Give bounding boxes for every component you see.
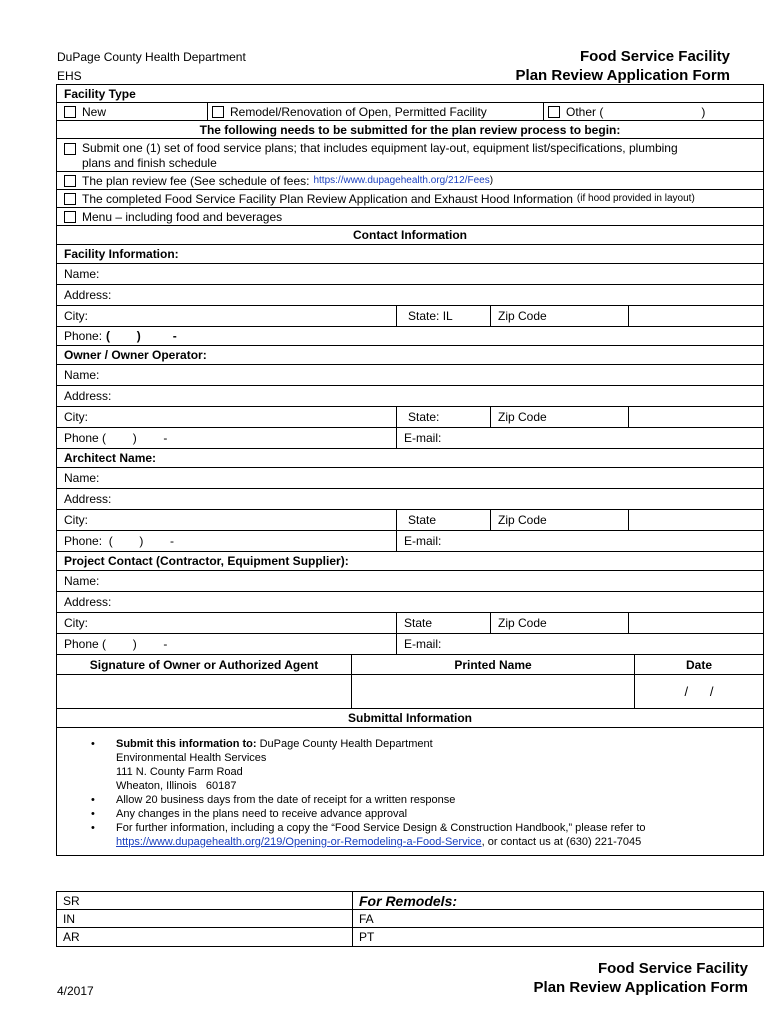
requirements-header bbox=[57, 121, 763, 139]
facility-name-label: Name: bbox=[64, 267, 100, 281]
date-field[interactable] bbox=[634, 675, 763, 708]
project-state-field[interactable] bbox=[396, 613, 490, 633]
submit-address-line2: Environmental Health Services bbox=[116, 752, 267, 764]
submittal-bullet: • Allow 20 business days from the date of receipt for a written response bbox=[91, 794, 456, 806]
checkbox-menu[interactable] bbox=[64, 211, 76, 223]
owner-phone-field[interactable] bbox=[57, 428, 396, 448]
submittal-bullet-text: Allow 20 business days from the date of receipt for a written response bbox=[116, 794, 456, 806]
office-cell-ar: AR bbox=[63, 930, 80, 944]
facility-city-row bbox=[57, 306, 763, 327]
facility-type-header bbox=[57, 85, 763, 103]
footer-title-line1: Food Service Facility bbox=[597, 960, 748, 977]
architect-phone-field[interactable] bbox=[57, 531, 396, 551]
owner-phone-label: Phone ( ) - bbox=[64, 431, 168, 445]
facility-address-row[interactable] bbox=[57, 285, 763, 306]
date-placeholder: / / bbox=[684, 684, 714, 699]
architect-zip-value[interactable] bbox=[628, 510, 763, 530]
option-other-label: Other ( bbox=[566, 104, 604, 119]
facility-type-label: Facility Type bbox=[64, 86, 136, 101]
checkbox-application[interactable] bbox=[64, 193, 76, 205]
owner-city-row bbox=[57, 407, 763, 428]
submittal-bullet: • Any changes in the plans need to receive advance approval bbox=[91, 808, 408, 820]
requirement-menu bbox=[57, 208, 763, 226]
office-cell-fa: FA bbox=[352, 910, 763, 927]
requirements-heading: The following needs to be submitted for the plan review process to begin: bbox=[199, 122, 621, 137]
submit-to-item: • Submit this information to: DuPage County Health Department bbox=[91, 738, 433, 750]
architect-label: Architect Name: bbox=[64, 451, 157, 465]
form-title-line1: Food Service Facility bbox=[579, 48, 730, 65]
architect-state-label: State bbox=[408, 513, 437, 527]
project-email-field[interactable] bbox=[396, 634, 763, 654]
owner-email-label: E-mail: bbox=[404, 431, 442, 445]
printed-name-field[interactable] bbox=[351, 675, 634, 708]
contact-heading: Contact Information bbox=[353, 228, 467, 242]
owner-name-label: Name: bbox=[64, 368, 100, 382]
architect-city-row bbox=[57, 510, 763, 531]
footer-date: 4/2017 bbox=[57, 984, 94, 998]
architect-zip-field[interactable] bbox=[490, 510, 628, 530]
checkbox-new[interactable] bbox=[64, 106, 76, 118]
architect-email-label: E-mail: bbox=[404, 534, 442, 548]
option-other[interactable] bbox=[543, 103, 763, 120]
architect-address-label: Address: bbox=[64, 492, 112, 506]
project-address-label: Address: bbox=[64, 595, 112, 609]
project-city-label: City: bbox=[64, 616, 88, 630]
handbook-link[interactable]: https://www.dupagehealth.org/219/Opening-or-Remodeling-a-Food-Service bbox=[116, 836, 482, 848]
submit-address-line4: Wheaton, Illinois 60187 bbox=[116, 780, 237, 792]
facility-city-field[interactable] bbox=[57, 306, 396, 326]
office-row bbox=[57, 892, 763, 910]
signature-entry-row bbox=[57, 675, 763, 709]
architect-name-row[interactable] bbox=[57, 468, 763, 489]
option-new-label: New bbox=[82, 104, 107, 119]
architect-phone-row bbox=[57, 531, 763, 552]
owner-state-label: State: bbox=[408, 410, 440, 424]
facility-state-label: State: IL bbox=[408, 309, 453, 323]
facility-phone-label: Phone: bbox=[64, 329, 103, 343]
facility-info-header bbox=[57, 245, 763, 264]
footer-title-line2: Plan Review Application Form bbox=[533, 979, 748, 996]
office-row bbox=[57, 928, 763, 946]
facility-info-label: Facility Information: bbox=[64, 247, 179, 261]
project-email-label: E-mail: bbox=[404, 637, 442, 651]
architect-header bbox=[57, 449, 763, 468]
application-form bbox=[56, 84, 764, 856]
contact-header bbox=[57, 226, 763, 245]
office-cell-pt: PT bbox=[352, 928, 763, 946]
requirement-application bbox=[57, 190, 763, 208]
signature-field[interactable] bbox=[57, 675, 351, 708]
architect-zip-label: Zip Code bbox=[498, 513, 547, 527]
project-phone-row bbox=[57, 634, 763, 655]
signature-header-row bbox=[57, 655, 763, 675]
project-contact-label: Project Contact (Contractor, Equipment Supplier): bbox=[64, 554, 349, 568]
project-contact-header bbox=[57, 552, 763, 571]
submittal-link-line bbox=[57, 835, 763, 849]
owner-zip-label: Zip Code bbox=[498, 410, 547, 424]
date-col-label: Date bbox=[634, 655, 763, 674]
submittal-bullet-text: For further information, including a copy the “Food Service Design & Construction Handbook,” please refer to bbox=[116, 822, 646, 834]
facility-zip-field[interactable] bbox=[490, 306, 628, 326]
facility-name-row[interactable] bbox=[57, 264, 763, 285]
submit-address-line1: DuPage County Health Department bbox=[259, 738, 433, 750]
project-zip-field[interactable] bbox=[490, 613, 628, 633]
checkbox-remodel[interactable] bbox=[212, 106, 224, 118]
project-city-row bbox=[57, 613, 763, 634]
requirement-plans-cont: plans and finish schedule bbox=[82, 156, 217, 170]
owner-address-label: Address: bbox=[64, 389, 112, 403]
facility-phone-row[interactable] bbox=[57, 327, 763, 346]
fees-link[interactable]: https://www.dupagehealth.org/212/Fees bbox=[313, 175, 490, 186]
architect-city-field[interactable] bbox=[57, 510, 396, 530]
project-zip-label: Zip Code bbox=[498, 616, 547, 630]
submittal-heading: Submittal Information bbox=[348, 711, 472, 725]
facility-type-options bbox=[57, 103, 763, 121]
office-cell-remodels: For Remodels: bbox=[352, 892, 763, 909]
submittal-info bbox=[57, 728, 763, 855]
owner-address-row[interactable] bbox=[57, 386, 763, 407]
project-city-field[interactable] bbox=[57, 613, 396, 633]
facility-phone-paren: ( ) bbox=[106, 329, 141, 343]
owner-zip-field[interactable] bbox=[490, 407, 628, 427]
owner-email-field[interactable] bbox=[396, 428, 763, 448]
division-name: EHS bbox=[57, 69, 82, 83]
owner-header bbox=[57, 346, 763, 365]
project-state-label: State bbox=[404, 616, 433, 630]
architect-city-label: City: bbox=[64, 513, 88, 527]
office-row bbox=[57, 910, 763, 928]
requirement-plans-text: Submit one (1) set of food service plans; that includes equipment lay-out, equipment list/specifications, plumbing bbox=[82, 141, 678, 155]
requirement-menu-text: Menu – including food and beverages bbox=[82, 209, 283, 224]
owner-label: Owner / Owner Operator: bbox=[64, 348, 207, 362]
submittal-header bbox=[57, 709, 763, 728]
option-other-close: ) bbox=[701, 104, 706, 119]
facility-zip-value[interactable] bbox=[628, 306, 763, 326]
office-cell-sr: SR bbox=[63, 893, 80, 908]
requirement-application-text: The completed Food Service Facility Plan Review Application and Exhaust Hood Information bbox=[82, 191, 573, 206]
office-use-table bbox=[56, 891, 764, 947]
architect-address-row[interactable] bbox=[57, 489, 763, 510]
option-new[interactable] bbox=[57, 103, 207, 120]
requirement-application-note: (if hood provided in layout) bbox=[576, 193, 695, 204]
project-name-label: Name: bbox=[64, 574, 100, 588]
requirement-fee bbox=[57, 172, 763, 190]
facility-zip-label: Zip Code bbox=[498, 309, 547, 323]
facility-state-field[interactable] bbox=[396, 306, 490, 326]
owner-city-field[interactable] bbox=[57, 407, 396, 427]
facility-address-label: Address: bbox=[64, 288, 112, 302]
architect-phone-label: Phone: ( ) - bbox=[64, 534, 175, 548]
project-phone-field[interactable] bbox=[57, 634, 396, 654]
fees-link-close: ) bbox=[489, 175, 494, 186]
architect-email-field[interactable] bbox=[396, 531, 763, 551]
office-cell-in: IN bbox=[63, 911, 75, 926]
owner-zip-value[interactable] bbox=[628, 407, 763, 427]
submittal-bullet-text: Any changes in the plans need to receive advance approval bbox=[116, 808, 408, 820]
facility-phone-dash: - bbox=[172, 329, 177, 343]
signature-col-label: Signature of Owner or Authorized Agent bbox=[89, 657, 319, 672]
submittal-bullet: • For further information, including a copy the “Food Service Design & Construction Handbook,” please refer to bbox=[91, 822, 646, 834]
facility-city-label: City: bbox=[64, 309, 88, 323]
project-zip-value[interactable] bbox=[628, 613, 763, 633]
option-remodel-label: Remodel/Renovation of Open, Permitted Facility bbox=[230, 104, 487, 119]
owner-name-row[interactable] bbox=[57, 365, 763, 386]
submit-address-line3: 111 N. County Farm Road bbox=[116, 766, 243, 778]
project-phone-label: Phone ( ) - bbox=[64, 637, 168, 651]
owner-state-field[interactable] bbox=[396, 407, 490, 427]
owner-phone-row bbox=[57, 428, 763, 449]
printed-name-col-label: Printed Name bbox=[351, 655, 634, 674]
option-remodel[interactable] bbox=[207, 103, 543, 120]
agency-name: DuPage County Health Department bbox=[57, 50, 246, 64]
checkbox-plans[interactable] bbox=[64, 143, 76, 155]
requirement-plans bbox=[57, 139, 763, 172]
form-title-line2: Plan Review Application Form bbox=[515, 67, 730, 84]
submit-to-label: Submit this information to: bbox=[116, 738, 257, 750]
requirement-fee-text: The plan review fee (See schedule of fees: bbox=[82, 173, 310, 188]
owner-city-label: City: bbox=[64, 410, 88, 424]
project-address-row[interactable] bbox=[57, 592, 763, 613]
project-name-row[interactable] bbox=[57, 571, 763, 592]
contact-phone-text: , or contact us at (630) 221-7045 bbox=[481, 836, 642, 848]
checkbox-fee[interactable] bbox=[64, 175, 76, 187]
checkbox-other[interactable] bbox=[548, 106, 560, 118]
architect-name-label: Name: bbox=[64, 471, 100, 485]
architect-state-field[interactable] bbox=[396, 510, 490, 530]
